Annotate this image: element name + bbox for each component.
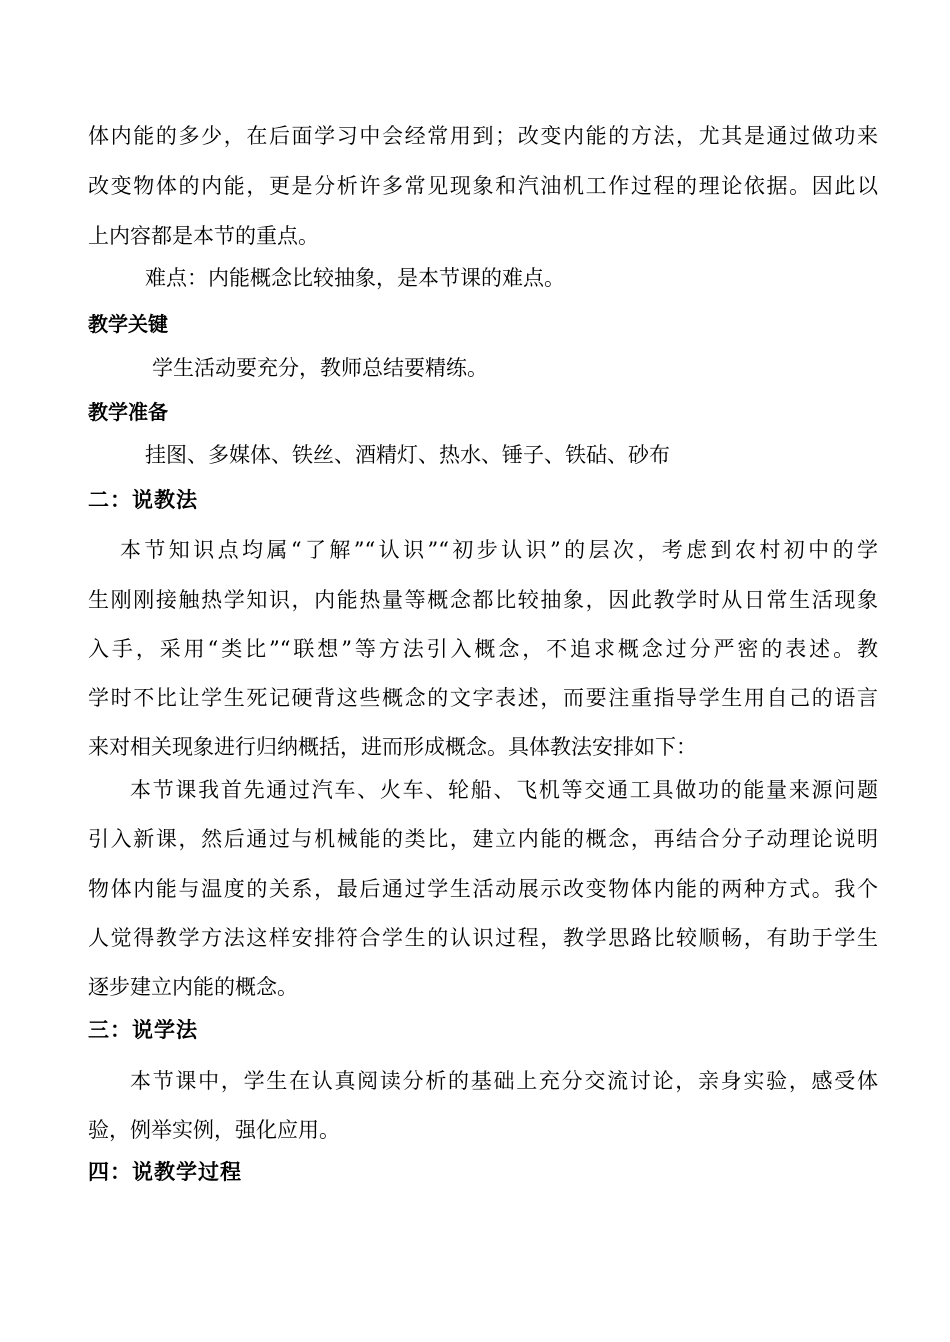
paragraph-line: 本节知识点均属“了解”“认识”“初步认识”的层次，考虑到农村初中的学 xyxy=(120,538,878,562)
paragraph-line: 学时不比让学生死记硬背这些概念的文字表述，而要注重指导学生用自己的语言 xyxy=(88,686,878,710)
section-heading-teaching-method: 二：说教法 xyxy=(88,488,198,512)
paragraph-line: 挂图、多媒体、铁丝、酒精灯、热水、锤子、铁砧、砂布 xyxy=(145,443,670,467)
section-heading-learning-method: 三：说学法 xyxy=(88,1018,198,1042)
paragraph-line: 改变物体的内能，更是分析许多常见现象和汽油机工作过程的理论依据。因此以 xyxy=(88,174,878,198)
paragraph-line: 来对相关现象进行归纳概括，进而形成概念。具体教法安排如下： xyxy=(88,735,697,759)
paragraph-line: 本节课我首先通过汽车、火车、轮船、飞机等交通工具做功的能量来源问题 xyxy=(130,778,878,802)
paragraph-line: 逐步建立内能的概念。 xyxy=(88,975,298,999)
paragraph-line: 生刚刚接触热学知识，内能热量等概念都比较抽象，因此教学时从日常生活现象 xyxy=(88,588,878,612)
paragraph-line: 验，例举实例，强化应用。 xyxy=(88,1118,340,1142)
paragraph-line: 上内容都是本节的重点。 xyxy=(88,224,319,248)
heading-teaching-key: 教学关键 xyxy=(88,312,168,336)
paragraph-line: 体内能的多少，在后面学习中会经常用到；改变内能的方法，尤其是通过做功来 xyxy=(88,124,878,148)
heading-teaching-prep: 教学准备 xyxy=(88,400,168,424)
paragraph-line: 难点：内能概念比较抽象，是本节课的难点。 xyxy=(145,266,565,290)
paragraph-line: 本节课中，学生在认真阅读分析的基础上充分交流讨论，亲身实验，感受体 xyxy=(130,1069,878,1093)
paragraph-line: 学生活动要充分，教师总结要精练。 xyxy=(152,356,488,380)
section-heading-teaching-process: 四：说教学过程 xyxy=(88,1160,242,1184)
paragraph-line: 入手，采用“类比”“联想”等方法引入概念，不追求概念过分严密的表述。教 xyxy=(88,637,878,661)
paragraph-line: 物体内能与温度的关系，最后通过学生活动展示改变物体内能的两种方式。我个 xyxy=(88,877,878,901)
paragraph-line: 引入新课，然后通过与机械能的类比，建立内能的概念，再结合分子动理论说明 xyxy=(88,827,878,851)
paragraph-line: 人觉得教学方法这样安排符合学生的认识过程，教学思路比较顺畅，有助于学生 xyxy=(88,926,878,950)
